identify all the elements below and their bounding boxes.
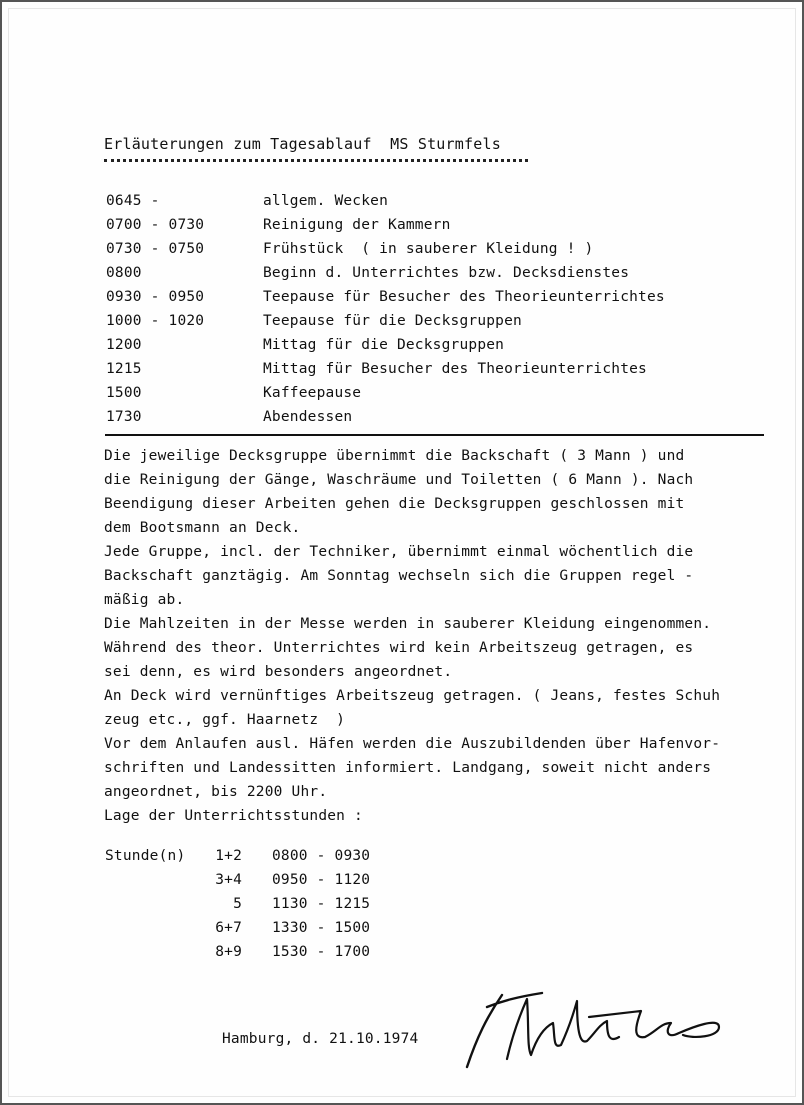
place-date: Hamburg, d. 21.10.1974 <box>222 1031 419 1047</box>
schedule-activity: Teepause für Besucher des Theorieunterrichtes <box>263 289 665 305</box>
lesson-number: 5 <box>233 896 242 912</box>
body-line: Backschaft ganztägig. Am Sonntag wechseln sich die Gruppen regel - <box>104 568 694 584</box>
body-line: Vor dem Anlaufen ausl. Häfen werden die Auszubildenden über Hafenvor- <box>104 736 721 752</box>
lesson-number: 6+7 <box>215 920 242 936</box>
lesson-number: 8+9 <box>215 944 242 960</box>
lesson-number: 1+2 <box>215 848 242 864</box>
lesson-time: 1530 - 1700 <box>272 944 371 960</box>
body-line: angeordnet, bis 2200 Uhr. <box>104 784 328 800</box>
schedule-activity: Mittag für die Decksgruppen <box>263 337 505 353</box>
body-line: Lage der Unterrichtsstunden : <box>104 808 363 824</box>
body-line: Während des theor. Unterrichtes wird kein Arbeitszeug getragen, es <box>104 640 694 656</box>
schedule-activity: Abendessen <box>263 409 353 425</box>
schedule-activity: Reinigung der Kammern <box>263 217 451 233</box>
body-line: Die jeweilige Decksgruppe übernimmt die Backschaft ( 3 Mann ) und <box>104 448 685 464</box>
schedule-time: 0730 - 0750 <box>106 241 205 257</box>
schedule-time: 1200 <box>106 337 142 353</box>
lesson-time: 1130 - 1215 <box>272 896 371 912</box>
schedule-time: 0800 <box>106 265 142 281</box>
body-line: sei denn, es wird besonders angeordnet. <box>104 664 453 680</box>
lesson-time: 0950 - 1120 <box>272 872 371 888</box>
body-line: Die Mahlzeiten in der Messe werden in sauberer Kleidung eingenommen. <box>104 616 712 632</box>
body-line: Beendigung dieser Arbeiten gehen die Decksgruppen geschlossen mit <box>104 496 685 512</box>
schedule-time: 1215 <box>106 361 142 377</box>
schedule-time: 1730 <box>106 409 142 425</box>
lesson-time: 0800 - 0930 <box>272 848 371 864</box>
document-title: Erläuterungen zum Tagesablauf MS Sturmfels <box>104 135 501 153</box>
section-divider <box>105 434 764 436</box>
schedule-time: 0930 - 0950 <box>106 289 205 305</box>
schedule-activity: Teepause für die Decksgruppen <box>263 313 522 329</box>
schedule-activity: Beginn d. Unterrichtes bzw. Decksdienstes <box>263 265 630 281</box>
body-line: dem Bootsmann an Deck. <box>104 520 301 536</box>
handwritten-signature <box>457 987 737 1077</box>
lessons-label: Stunde(n) <box>105 848 186 864</box>
schedule-activity: Mittag für Besucher des Theorieunterrichtes <box>263 361 647 377</box>
schedule-activity: allgem. Wecken <box>263 193 389 209</box>
schedule-time: 1500 <box>106 385 142 401</box>
schedule-activity: Kaffeepause <box>263 385 362 401</box>
body-line: die Reinigung der Gänge, Waschräume und Toiletten ( 6 Mann ). Nach <box>104 472 694 488</box>
body-line: schriften und Landessitten informiert. Landgang, soweit nicht anders <box>104 760 712 776</box>
title-underline <box>104 159 528 162</box>
body-line: An Deck wird vernünftiges Arbeitszeug getragen. ( Jeans, festes Schuh <box>104 688 721 704</box>
lesson-number: 3+4 <box>215 872 242 888</box>
body-line: mäßig ab. <box>104 592 185 608</box>
schedule-time: 0700 - 0730 <box>106 217 205 233</box>
schedule-time: 1000 - 1020 <box>106 313 205 329</box>
schedule-activity: Frühstück ( in sauberer Kleidung ! ) <box>263 241 594 257</box>
schedule-time: 0645 - <box>106 193 160 209</box>
body-line: Jede Gruppe, incl. der Techniker, übernimmt einmal wöchentlich die <box>104 544 694 560</box>
body-line: zeug etc., ggf. Haarnetz ) <box>104 712 346 728</box>
lesson-time: 1330 - 1500 <box>272 920 371 936</box>
